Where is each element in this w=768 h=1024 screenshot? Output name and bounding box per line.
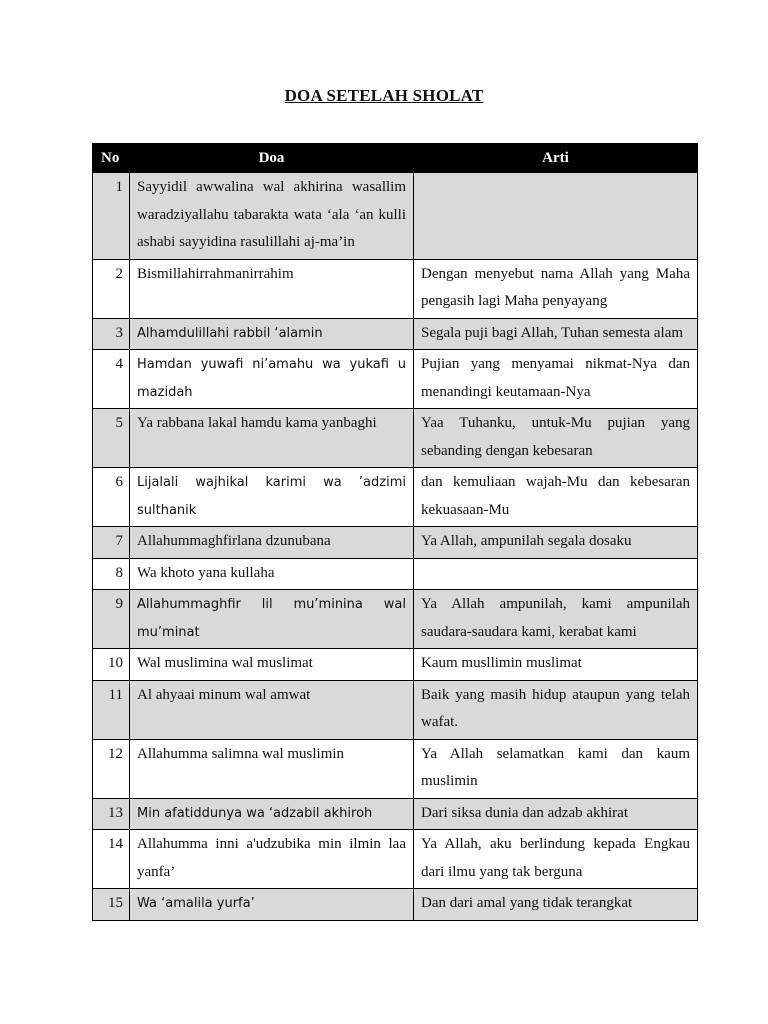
table-row: [93, 680, 698, 739]
row-number: 7: [93, 527, 130, 559]
table-row: [93, 590, 698, 649]
table-row: [93, 527, 698, 559]
doa-cell: Alhamdulillahi rabbil ‘alamin: [130, 318, 414, 350]
doa-cell: Hamdan yuwafi ni’amahu wa yukafi u mazidah: [130, 350, 414, 409]
row-number: 6: [93, 468, 130, 527]
header-no: No: [93, 144, 130, 173]
doa-cell: Wa ‘amalila yurfa’: [130, 889, 414, 921]
arti-cell: Kaum musllimin muslimat: [414, 649, 698, 681]
table-row: [93, 889, 698, 921]
doa-cell: Min afatiddunya wa ‘adzabil akhiroh: [130, 798, 414, 830]
table-row: [93, 739, 698, 798]
arti-cell: Ya Allah, aku berlindung kepada Engkau dari ilmu yang tak berguna: [414, 830, 698, 889]
page-title: DOA SETELAH SHOLAT: [284, 86, 484, 105]
header-doa: Doa: [130, 144, 414, 173]
table-row: [93, 468, 698, 527]
doa-cell: Lijalali wajhikal karimi wa ’adzimi sulthanik: [130, 468, 414, 527]
doa-cell: Allahummaghfirlana dzunubana: [130, 527, 414, 559]
table-row: [93, 350, 698, 409]
table-row: [93, 259, 698, 318]
row-number: 13: [93, 798, 130, 830]
row-number: 10: [93, 649, 130, 681]
doa-cell: Ya rabbana lakal hamdu kama yanbaghi: [130, 409, 414, 468]
row-number: 1: [93, 173, 130, 260]
arti-cell: Yaa Tuhanku, untuk-Mu pujian yang sebanding dengan kebesaran: [414, 409, 698, 468]
doa-cell: Wal muslimina wal muslimat: [130, 649, 414, 681]
row-number: 8: [93, 558, 130, 590]
row-number: 2: [93, 259, 130, 318]
arti-cell: Pujian yang menyamai nikmat-Nya dan menandingi keutamaan-Nya: [414, 350, 698, 409]
table-row: [93, 798, 698, 830]
doa-cell: Allahumma salimna wal muslimin: [130, 739, 414, 798]
arti-cell: Segala puji bagi Allah, Tuhan semesta alam: [414, 318, 698, 350]
doa-cell: Allahummaghfir lil mu’minina wal mu’minat: [130, 590, 414, 649]
doa-cell: Sayyidil awwalina wal akhirina wasallim waradziyallahu tabarakta wata ‘ala ‘an kulli ashabi sayyidina rasulillahi aj-ma’in: [130, 173, 414, 260]
arti-cell: Ya Allah ampunilah, kami ampunilah saudara-saudara kami, kerabat kami: [414, 590, 698, 649]
table-row: [93, 830, 698, 889]
row-number: 11: [93, 680, 130, 739]
table-row: [93, 409, 698, 468]
row-number: 4: [93, 350, 130, 409]
doa-cell: Bismillahirrahmanirrahim: [130, 259, 414, 318]
arti-cell: dan kemuliaan wajah-Mu dan kebesaran kekuasaan-Mu: [414, 468, 698, 527]
table-row: [93, 649, 698, 681]
table-row: [93, 173, 698, 260]
arti-cell: Ya Allah selamatkan kami dan kaum muslimin: [414, 739, 698, 798]
table-header-row: [93, 144, 698, 173]
row-number: 12: [93, 739, 130, 798]
doa-cell: Allahumma inni a'udzubika min ilmin laa yanfa’: [130, 830, 414, 889]
row-number: 3: [93, 318, 130, 350]
arti-cell: Dari siksa dunia dan adzab akhirat: [414, 798, 698, 830]
doa-cell: Al ahyaai minum wal amwat: [130, 680, 414, 739]
arti-cell: [414, 173, 698, 260]
table-row: [93, 558, 698, 590]
arti-cell: [414, 558, 698, 590]
table-row: [93, 318, 698, 350]
row-number: 5: [93, 409, 130, 468]
doa-cell: Wa khoto yana kullaha: [130, 558, 414, 590]
doa-table: [92, 143, 698, 921]
arti-cell: Ya Allah, ampunilah segala dosaku: [414, 527, 698, 559]
arti-cell: Dan dari amal yang tidak terangkat: [414, 889, 698, 921]
row-number: 14: [93, 830, 130, 889]
arti-cell: Dengan menyebut nama Allah yang Maha pengasih lagi Maha penyayang: [414, 259, 698, 318]
row-number: 9: [93, 590, 130, 649]
row-number: 15: [93, 889, 130, 921]
header-arti: Arti: [414, 144, 698, 173]
arti-cell: Baik yang masih hidup ataupun yang telah wafat.: [414, 680, 698, 739]
